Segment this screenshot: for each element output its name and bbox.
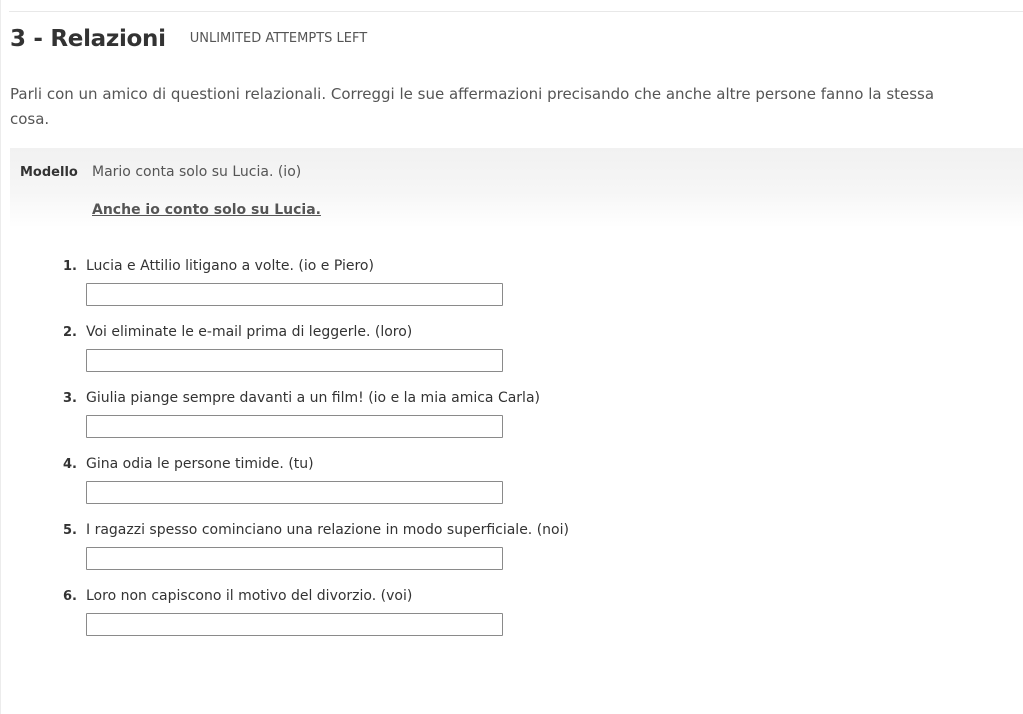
item-prompt: Giulia piange sempre davanti a un film! (io e la mia amica Carla) [86,390,540,406]
exercise-item-5 [1,522,701,588]
item-prompt: Voi eliminate le e-mail prima di leggerle. (loro) [86,324,413,340]
item-number: 4. [63,457,77,472]
answer-input-2[interactable] [86,349,503,372]
exercise-list [1,258,701,654]
exercise-item-4 [1,456,701,522]
activity-header [10,26,367,52]
item-prompt: Lucia e Attilio litigano a volte. (io e Piero) [86,258,374,274]
exercise-item-2 [1,324,701,390]
instructions-text: Parli con un amico di questioni relazionali. Correggi le sue affermazioni precisando che anche altre persone fanno la stessa cosa. [10,85,935,128]
top-divider [9,11,1023,12]
item-number: 6. [63,589,77,604]
item-number: 3. [63,391,77,406]
exercise-item-3 [1,390,701,456]
attempts-remaining: UNLIMITED ATTEMPTS LEFT [189,31,368,46]
item-number: 5. [63,523,77,538]
answer-input-6[interactable] [86,613,503,636]
item-prompt: Loro non capiscono il motivo del divorzio. (voi) [86,588,413,604]
item-number: 2. [63,325,77,340]
item-number: 1. [63,259,77,274]
model-label: Modello [20,165,78,180]
answer-input-3[interactable] [86,415,503,438]
answer-input-4[interactable] [86,481,503,504]
answer-input-5[interactable] [86,547,503,570]
item-prompt: Gina odia le persone timide. (tu) [86,456,314,472]
model-answer: Anche io conto solo su Lucia. [92,202,321,218]
item-prompt: I ragazzi spesso cominciano una relazione in modo superficiale. (noi) [86,522,569,538]
model-prompt: Mario conta solo su Lucia. (io) [92,164,302,180]
activity-title: 3 - Relazioni [10,26,166,52]
model-example [10,148,1023,228]
answer-input-1[interactable] [86,283,503,306]
exercise-item-6 [1,588,701,654]
exercise-item-1 [1,258,701,324]
